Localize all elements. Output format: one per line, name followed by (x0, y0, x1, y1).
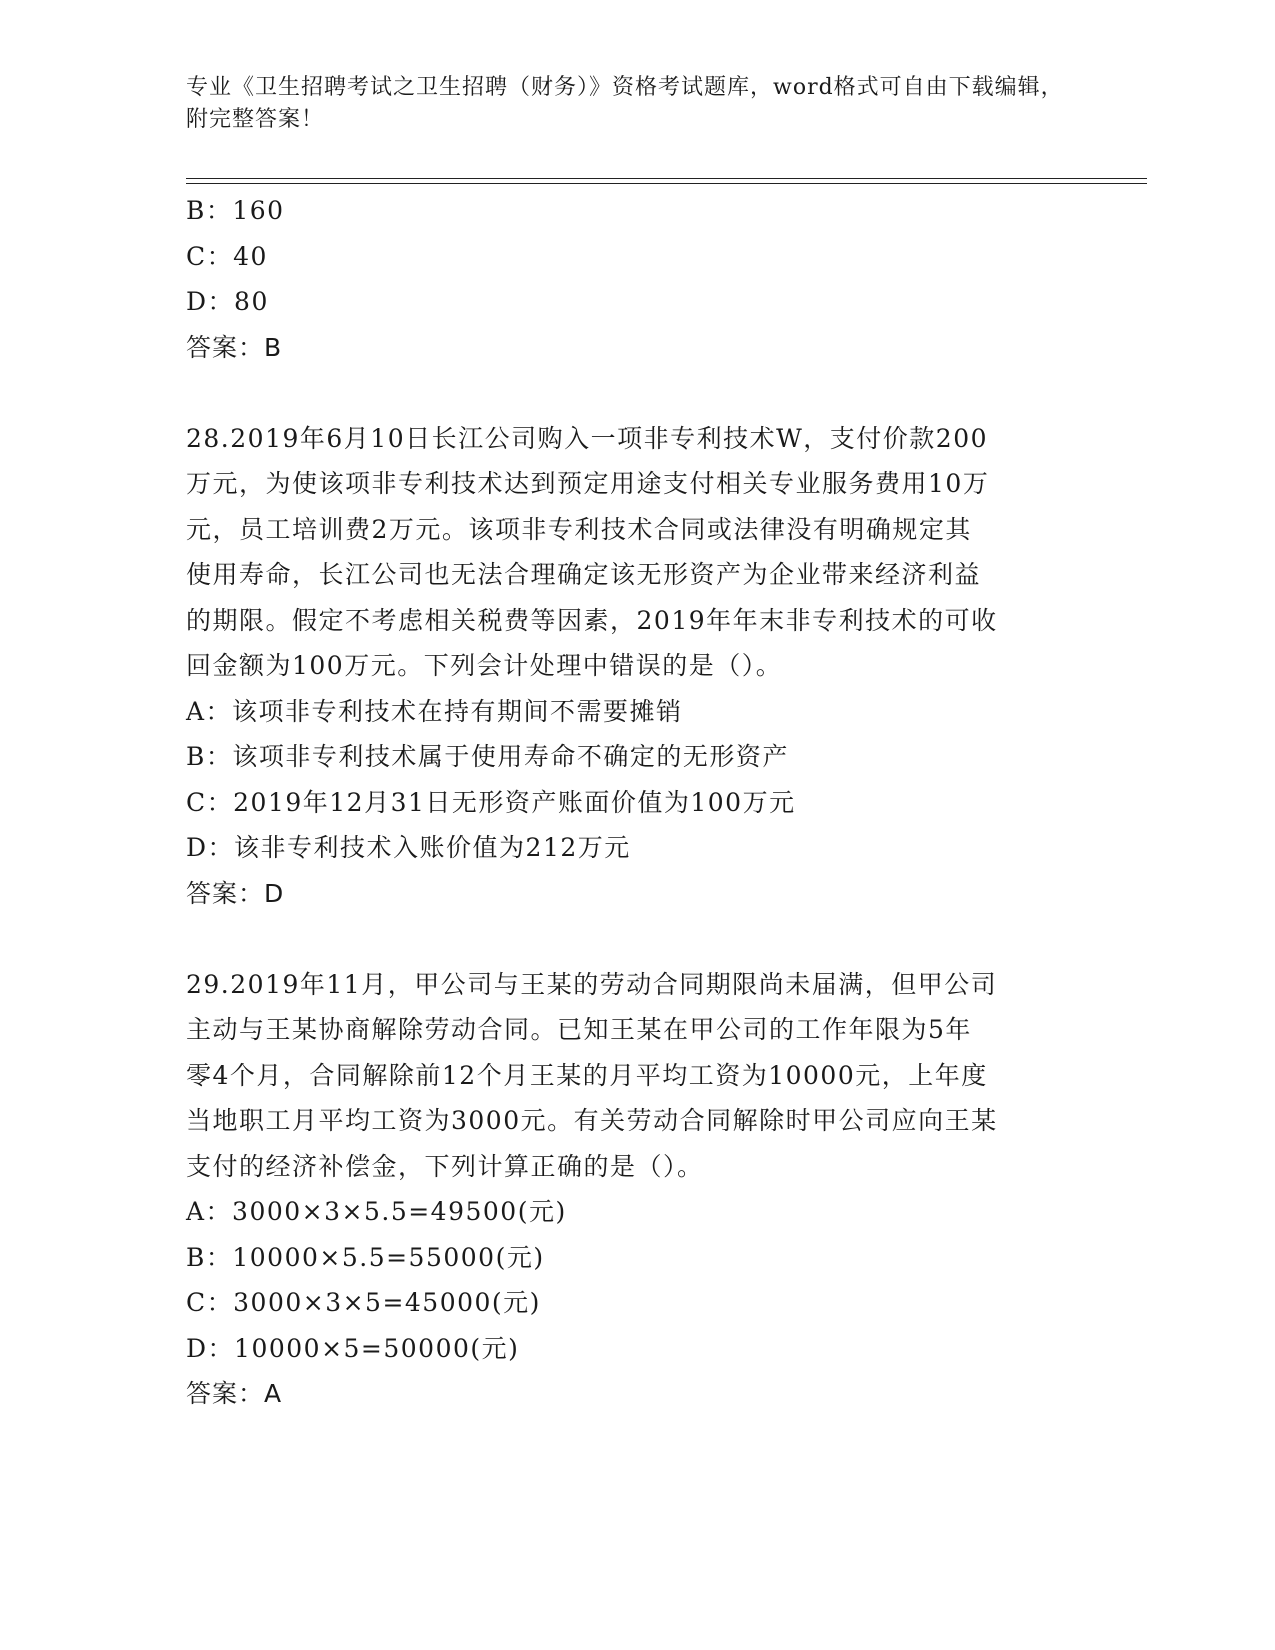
option-c: C：40 (186, 241, 268, 271)
answer-line: 答案：D (186, 878, 285, 908)
option-b: B：10000×5.5=55000(元) (186, 1242, 545, 1272)
header-rule-top (186, 178, 1147, 179)
question-stem-line: 零4个月，合同解除前12个月王某的月平均工资为10000元，上年度 (186, 1060, 988, 1090)
question-29 (186, 962, 1086, 1417)
spacer (186, 370, 1086, 416)
page-header: 专业《卫生招聘考试之卫生招聘（财务）》资格考试题库，word格式可自由下载编辑，附完整答案！ (186, 75, 1064, 132)
option-b: B：该项非专利技术属于使用寿命不确定的无形资产 (186, 742, 789, 771)
option-c: C：2019年12月31日无形资产账面价值为100万元 (186, 787, 796, 817)
answer-line: 答案：B (186, 332, 283, 362)
option-b: B：160 (186, 196, 285, 225)
question-stem-line: 回金额为100万元。下列会计处理中错误的是（）。 (186, 651, 783, 680)
option-a: A：该项非专利技术在持有期间不需要摊销 (186, 696, 683, 726)
question-stem-line: 主动与王某协商解除劳动合同。已知王某在甲公司的工作年限为5年 (186, 1015, 972, 1044)
spacer (186, 916, 1086, 962)
question-28 (186, 416, 1086, 917)
question-stem-line: 的期限。假定不考虑相关税费等因素，2019年年末非专利技术的可收 (186, 605, 998, 635)
question-stem-line: 元，员工培训费2万元。该项非专利技术合同或法律没有明确规定其 (186, 514, 972, 544)
option-d: D：10000×5=50000(元) (186, 1333, 520, 1363)
prev-question (186, 188, 1086, 370)
question-stem-line: 29.2019年11月，甲公司与王某的劳动合同期限尚未届满，但甲公司 (186, 969, 998, 999)
question-stem-line: 使用寿命，长江公司也无法合理确定该无形资产为企业带来经济利益 (186, 560, 982, 589)
option-d: D：80 (186, 287, 269, 316)
page-content (186, 188, 1086, 1417)
option-c: C：3000×3×5=45000(元) (186, 1288, 541, 1317)
header-rule-bottom (186, 183, 1147, 184)
option-d: D：该非专利技术入账价值为212万元 (186, 833, 631, 862)
question-stem-line: 支付的经济补偿金，下列计算正确的是（）。 (186, 1151, 704, 1181)
question-stem-line: 28.2019年6月10日长江公司购入一项非专利技术W，支付价款200 (186, 423, 989, 453)
answer-line: 答案：A (186, 1379, 283, 1408)
question-stem-line: 万元，为使该项非专利技术达到预定用途支付相关专业服务费用10万 (186, 469, 990, 498)
question-stem-line: 当地职工月平均工资为3000元。有关劳动合同解除时甲公司应向王某 (186, 1106, 998, 1135)
option-a: A：3000×3×5.5=49500(元) (186, 1197, 567, 1226)
